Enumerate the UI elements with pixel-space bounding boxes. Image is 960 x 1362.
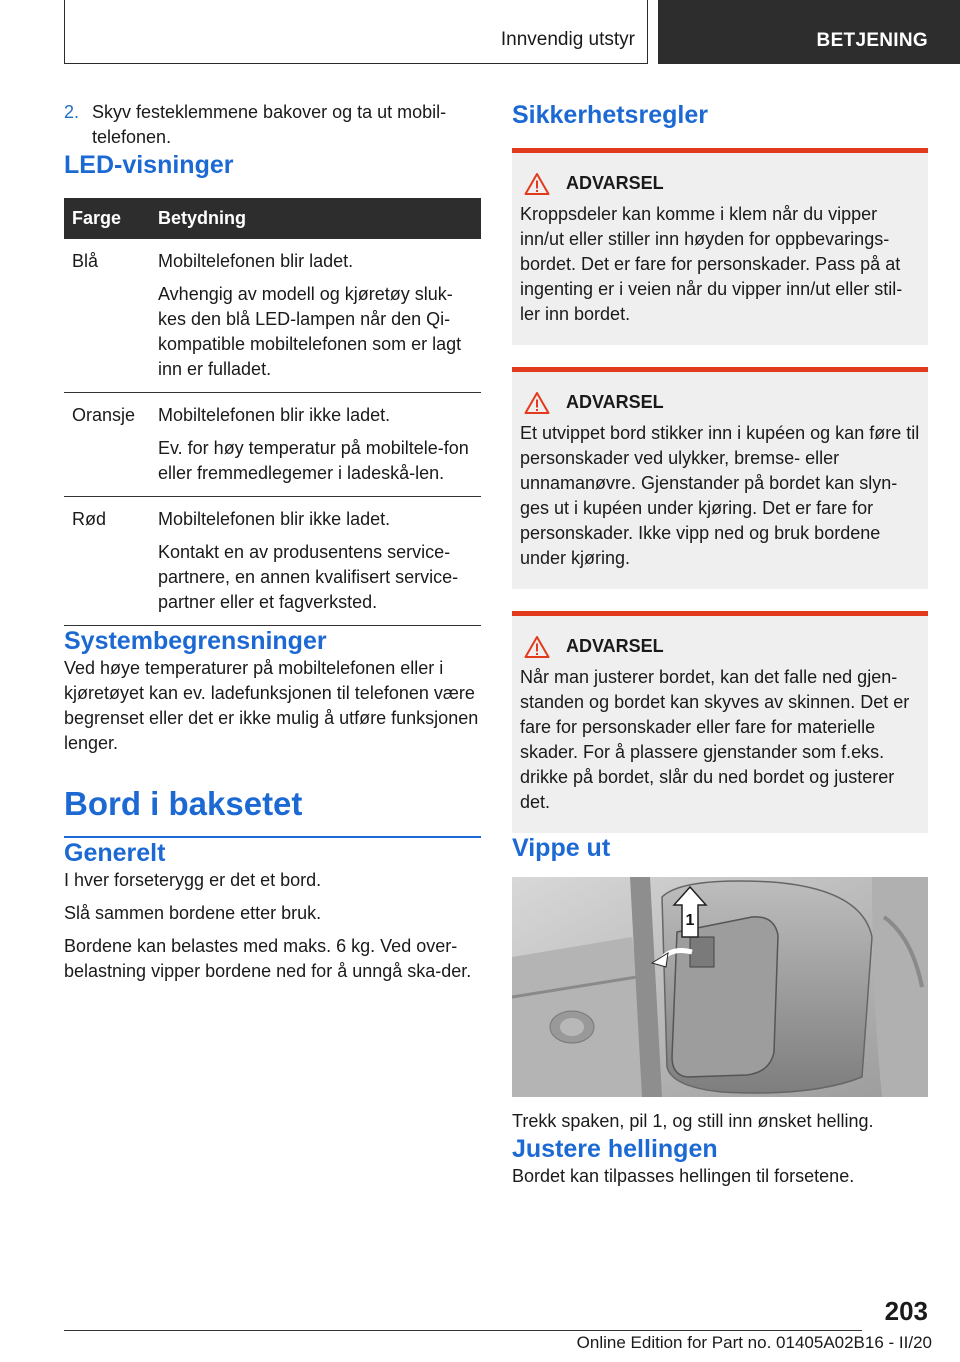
table-cell-meaning [150, 497, 481, 626]
header-chapter-title: BETJENING [816, 30, 928, 51]
meaning-line: Mobiltelefonen blir ikke ladet. [158, 405, 391, 425]
seat-table-illustration [512, 877, 928, 1097]
footer-edition: Online Edition for Part no. 01405A02B16 - II/20 [576, 1333, 932, 1352]
warning-box [512, 367, 928, 589]
warning-triangle-icon [524, 391, 550, 415]
safety-heading: Sikkerhetsregler [512, 101, 708, 129]
table-cell-color: Oransje [64, 393, 150, 497]
table-cell-meaning [150, 393, 481, 497]
warning-header [520, 634, 920, 659]
meaning-line: Ev. for høy temperatur på mobiltele‐fon eller fremmedlegemer i ladeskå‐len. [158, 438, 469, 483]
general-heading: Generelt [64, 839, 166, 867]
table-row [64, 497, 481, 626]
chapter-heading: Bord i baksetet [64, 784, 481, 838]
warning-text: Et utvippet bord stikker inn i kupéen og kan føre til personskader ved ulykker, bremse- eller unnamanøvre. Gjenstander på bordet kan slyn‐ges ut i kupéen under kjøring. Det er fare for personskader. Ikke vipp ned og bruk bordene under kjøring. [520, 423, 920, 568]
warning-triangle-icon [524, 635, 550, 659]
table-header-meaning: Betydning [150, 198, 481, 239]
header-section-title: Innvendig utstyr [500, 29, 635, 50]
general-paragraph: I hver forseterygg er det et bord. [64, 870, 322, 890]
figure-caption: Trekk spaken, pil 1, og still inn ønsket helling. [512, 1111, 874, 1131]
warning-text: Når man justerer bordet, kan det falle ned gjen‐standen og bordet kan skyves av skinnen. Det er fare for personskader eller fare for materielle skader. For å plassere gjenstander som f.eks. drikke på bordet, slår du ned bordet og justerer det. [520, 667, 910, 812]
warning-text: Kroppsdeler kan komme i klem når du vipper inn/ut eller stiller inn høyden for oppbevarings‐bordet. Det er fare for personskader. Pass på at ingenting er i veien når du vipper inn/ut eller stil‐ler inn bordet. [520, 204, 903, 324]
warning-label: ADVARSEL [566, 173, 664, 193]
left-column [64, 100, 481, 984]
warning-label: ADVARSEL [566, 392, 664, 412]
warning-label: ADVARSEL [566, 636, 664, 656]
tilt-out-heading: Vippe ut [512, 834, 611, 862]
seat-table-drawing [512, 877, 928, 1097]
table-cell-color: Blå [64, 239, 150, 393]
step-item [64, 100, 481, 150]
led-heading: LED-visninger [64, 151, 234, 179]
header-chapter-box [658, 0, 960, 64]
table-cell-color: Rød [64, 497, 150, 626]
right-column [512, 100, 928, 1189]
meaning-line: Avhengig av modell og kjøretøy sluk‐kes den blå LED-lampen når den Qi-kompatible mobiltelefonen som er lagt inn er fulladet. [158, 284, 462, 379]
table-header-color: Farge [64, 198, 150, 239]
step-text: Skyv festeklemmene bakover og ta ut mobil‐telefonen. [92, 102, 447, 147]
general-paragraph: Slå sammen bordene etter bruk. [64, 903, 322, 923]
header-section-box [64, 0, 648, 64]
meaning-line: Mobiltelefonen blir ladet. [158, 251, 354, 271]
step-number: 2. [64, 102, 80, 122]
table-row [64, 239, 481, 393]
adjust-tilt-heading: Justere hellingen [512, 1135, 718, 1163]
led-table [64, 198, 481, 626]
table-header-row [64, 198, 481, 239]
footer-divider [64, 1330, 862, 1331]
meaning-line: Mobiltelefonen blir ikke ladet. [158, 509, 391, 529]
figure-arrow-label: 1 [685, 912, 695, 929]
warning-header [520, 171, 920, 196]
general-paragraph: Bordene kan belastes med maks. 6 kg. Ved over‐belastning vipper bordene ned for å unngå ska‐der. [64, 936, 472, 981]
meaning-line: Kontakt en av produsentens service‐partnere, en annen kvalifisert service‐partner eller et fagverksted. [158, 542, 459, 612]
warning-header [520, 390, 920, 415]
table-row [64, 393, 481, 497]
page-number: 203 [884, 1296, 928, 1326]
warning-box [512, 611, 928, 833]
adjust-tilt-text: Bordet kan tilpasses hellingen til forsetene. [512, 1166, 855, 1186]
system-limits-heading: Systembegrensninger [64, 627, 327, 655]
table-cell-meaning [150, 239, 481, 393]
warning-box [512, 148, 928, 345]
warning-triangle-icon [524, 172, 550, 196]
system-limits-text: Ved høye temperaturer på mobiltelefonen eller i kjøretøyet kan ev. ladefunksjonen til telefonen være begrenset eller det er ikke mulig å utføre funksjonen lenger. [64, 658, 479, 753]
